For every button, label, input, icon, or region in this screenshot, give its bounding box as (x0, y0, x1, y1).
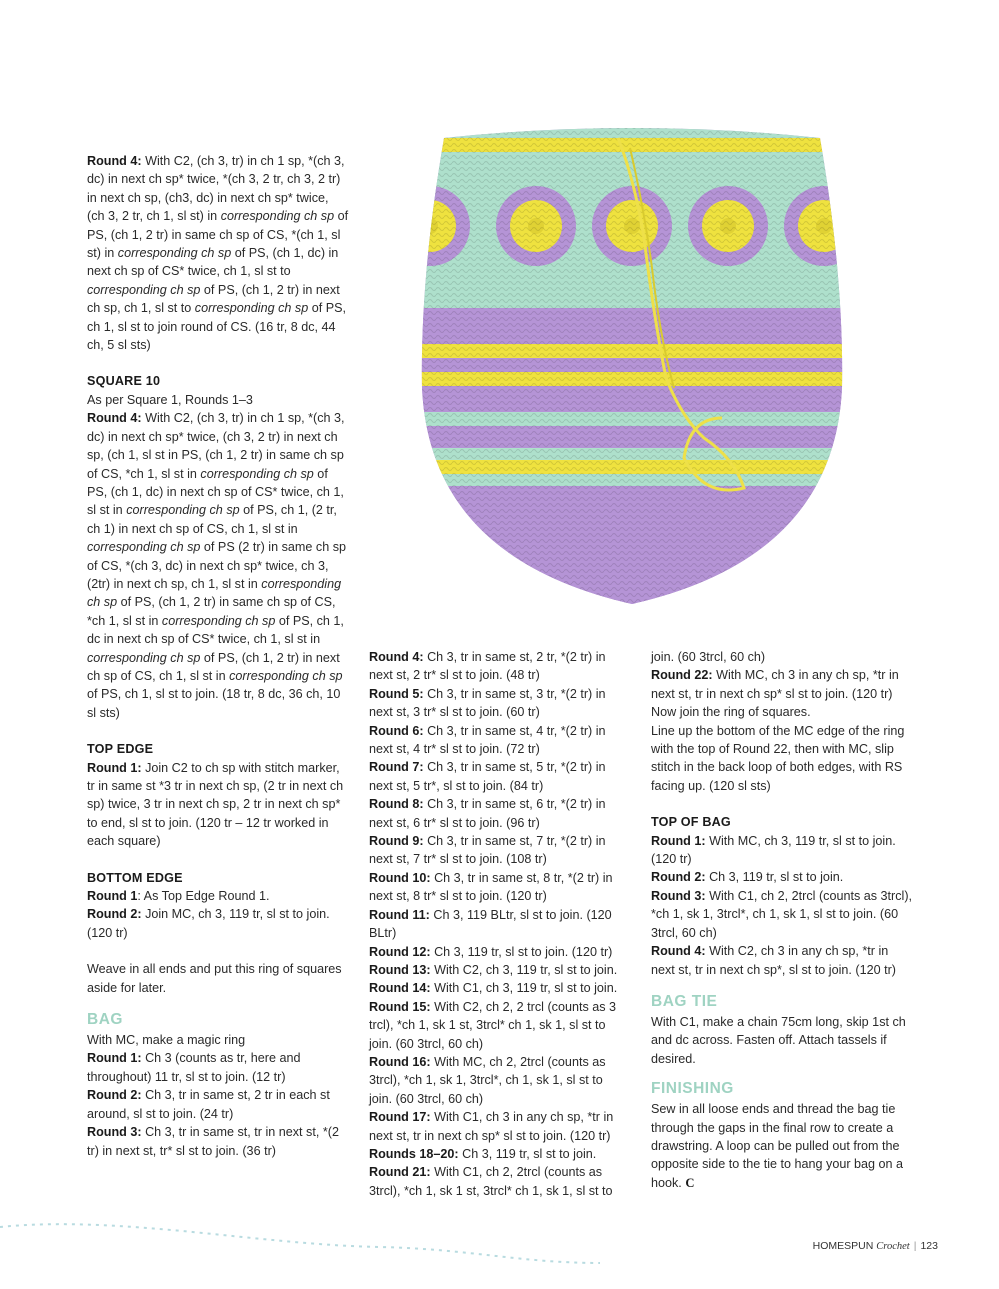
page-footer (813, 1237, 938, 1256)
body-text: With MC, ch 2, 2trcl (counts as 3trcl), *ch 1, sk 1, 3trcl*, ch 1, sk 1, sl st to join. (60 3trcl, 60 ch) (369, 1054, 606, 1106)
square9-round4 (87, 152, 349, 354)
body-text: With MC, ch 3, 119 tr, sl st to join. (120 tr) (651, 833, 896, 867)
round-label: Round 4: (651, 944, 706, 959)
body-text: Join MC, ch 3, 119 tr, sl st to join. (120 tr) (87, 907, 330, 940)
body-text: Ch 3, tr in same st, 5 tr, *(2 tr) in next st, 5 tr*, sl st to join. (84 tr) (369, 760, 606, 793)
finishing-text (651, 1100, 913, 1192)
body-text: Ch 3, 119 BLtr, sl st to join. (120 BLtr) (369, 907, 612, 941)
bottom-edge-round2 (87, 905, 349, 942)
body-text: With MC, ch 3 in any ch sp, *tr in next st, tr in next ch sp* sl st to join. (120 tr) (651, 668, 899, 701)
round-label: Round 13: (369, 962, 431, 977)
italic-text: corresponding ch sp (220, 209, 335, 224)
finishing-body: Sew in all loose ends and thread the bag tie through the gaps in the final row to create a drawstring. A loop can be pulled out from the opposite side to the tie to hang your bag on a hook. (651, 1102, 904, 1190)
bag-tie-heading: BAG TIE (651, 992, 718, 1010)
join-instructions: Line up the bottom of the MC edge of the ring with the top of Round 22, then with MC, slip stitch in the back loop of both edges, with RS facing up. (120 sl sts) (651, 723, 905, 793)
instruction-round (369, 648, 627, 685)
bag-round2 (87, 1086, 349, 1123)
round-label: Round 4: (87, 154, 142, 168)
top-of-bag-heading: TOP OF BAG (651, 815, 731, 830)
body-text: Ch 3, tr in same st, 6 tr, *(2 tr) in next st, 6 tr* sl st to join. (96 tr) (369, 797, 606, 830)
square10-intro: As per Square 1, Rounds 1–3 (87, 392, 253, 407)
footer-magazine: Crochet (876, 1241, 910, 1252)
bag-tie-text: With C1, make a chain 75cm long, skip 1st ch and dc across. Fasten off. Attach tassels if desired. (651, 1014, 906, 1066)
join-ring-text: Now join the ring of squares. (651, 705, 811, 720)
round-label: Round 16: (369, 1054, 431, 1069)
body-text: of PS, (ch 1, 2 tr) in next ch sp of CS, ch 1, sl st in (87, 650, 340, 683)
body-text: of PS (2 tr) in same ch sp of CS, *(ch 3, dc) in next ch sp* twice, ch 3, (2tr) in next ch sp, ch 1, sl st in (87, 540, 347, 591)
square10-heading: SQUARE 10 (87, 374, 161, 389)
body-text: With C1, ch 2, 2trcl (counts as 3trcl), *ch 1, sk 1 st, 3trcl* ch 1, sk 1, sl st to (369, 1165, 613, 1198)
middle-rounds (369, 648, 627, 1200)
body-text: Ch 3, tr in same st, 3 tr, *(2 tr) in next st, 3 tr* sl st to join. (60 tr) (369, 686, 606, 720)
left-column (87, 152, 349, 1160)
instruction-round (369, 832, 627, 869)
round-label: Round 5: (369, 686, 424, 701)
round22 (651, 666, 913, 703)
bottom-edge-round1 (87, 887, 349, 905)
crochet-bag-photo (404, 118, 860, 606)
italic-text: corresponding ch sp (126, 503, 240, 518)
italic-text: corresponding ch sp (161, 613, 276, 628)
bag-heading: BAG (87, 1011, 123, 1029)
page-number: 123 (920, 1240, 938, 1252)
italic-text: corresponding ch sp (87, 540, 201, 555)
top-edge-heading: TOP EDGE (87, 742, 154, 757)
italic-text: corresponding ch sp (117, 246, 232, 261)
round-label: Round 9: (369, 834, 424, 849)
round-label: Round 3: (651, 888, 706, 903)
body-text: With C2, ch 2, 2 trcl (counts as 3 trcl), *ch 1, sk 1 st, 3trcl* ch 1, sk 1, sl st to join. (60 3trcl, 60 ch) (369, 999, 617, 1051)
body-text: of PS, ch 1, sl st to join round of CS. (16 tr, 8 dc, 44 ch, 5 sl sts) (87, 301, 347, 353)
italic-text: corresponding ch sp (200, 466, 314, 481)
instruction-round (369, 722, 627, 759)
footer-separator: | (913, 1240, 917, 1252)
round-label: Round 1: (87, 760, 142, 775)
italic-text: corresponding ch sp (194, 301, 309, 316)
instruction-round (369, 1163, 627, 1200)
top-of-bag-rounds (651, 832, 913, 979)
round-label: Round 8: (369, 797, 424, 812)
instruction-round (369, 1053, 627, 1108)
body-text: With C1, ch 2, 2trcl (counts as 3trcl), *ch 1, sk 1, 3trcl*, ch 1, sk 1, sl st to join. (60 3trcl, 60 ch) (651, 888, 913, 940)
round-label: Rounds 18–20: (369, 1146, 459, 1161)
body-text: Ch 3, tr in same st, 8 tr, *(2 tr) in next st, 8 tr* sl st to join. (120 tr) (369, 870, 613, 904)
italic-text: corresponding ch sp (87, 576, 342, 610)
instruction-round (369, 869, 627, 906)
bag-round1 (87, 1049, 349, 1086)
round-label: Round 22: (651, 668, 713, 683)
top-edge-round1 (87, 759, 349, 851)
round-label: Round 11: (369, 907, 430, 922)
round-label: Round 2: (87, 1088, 142, 1103)
bottom-edge-heading: BOTTOM EDGE (87, 870, 183, 885)
body-text: With C2, (ch 3, tr) in ch 1 sp, *(ch 3, dc) in next ch sp* twice, *(ch 3, 2 tr, ch 3, 2 tr) in next ch sp, (ch3, dc) in next ch sp* twice, (ch 3, 2 tr, ch 1, sl st) in (87, 154, 345, 224)
body-text: Ch 3, tr in same st, 2 tr in each st around, sl st to join. (24 tr) (87, 1088, 330, 1121)
instruction-round (651, 887, 913, 942)
end-mark: C (685, 1175, 695, 1190)
round-label: Round 7: (369, 760, 424, 775)
body-text: of PS, (ch 1, dc) in next ch sp of CS* twice, ch 1, sl st in (87, 466, 344, 518)
body-text: Ch 3, 119 tr, sl st to join. (705, 870, 844, 885)
square10-round4 (87, 409, 349, 722)
body-text: of PS, ch 1, sl st to join. (18 tr, 8 dc, 36 ch, 10 sl sts) (87, 687, 341, 720)
body-text: Ch 3, tr in same st, 7 tr, *(2 tr) in next st, 7 tr* sl st to join. (108 tr) (369, 834, 606, 867)
instruction-round (369, 998, 627, 1053)
body-text: Ch 3, 119 tr, sl st to join. (120 tr) (430, 944, 613, 959)
round-label: Round 2: (651, 870, 706, 885)
body-text: Join C2 to ch sp with stitch marker, tr in same st *3 tr in next ch sp, (2 tr in next ch sp) twice, 3 tr in next ch sp, 2 tr in next ch sp* to end, sl st to join. (120 tr – 12 tr worked in each square) (87, 760, 344, 849)
round-label: Round 4: (369, 650, 424, 664)
round-label: Round 21: (369, 1165, 431, 1180)
body-text: With C1, ch 3 in any ch sp, *tr in next st, tr in next ch sp* sl st to join. (120 tr) (369, 1110, 614, 1143)
instruction-round (369, 906, 627, 943)
instruction-round (651, 942, 913, 979)
round-label: Round 1: (651, 833, 706, 848)
body-text: of PS, ch 1, (2 tr, ch 1) in next ch sp of CS, ch 1, sl st in (87, 503, 337, 536)
round-label: Round 1: (87, 1051, 142, 1066)
body-text: of PS, (ch 1, 2 tr) in next ch sp, ch 1, sl st to (87, 282, 340, 316)
body-text: With C2, (ch 3, tr) in ch 1 sp, *(ch 3, dc) in next ch sp* twice, (ch 3, 2 tr) in next ch sp, (ch 1, sl st in PS, (ch 1, 2 tr) in same ch sp of CS, *ch 1, sl st in (87, 411, 345, 481)
italic-text: corresponding ch sp (87, 650, 201, 665)
finishing-heading: FINISHING (651, 1080, 734, 1098)
instruction-round (369, 685, 627, 722)
instruction-round (369, 795, 627, 832)
footer-brand: HOMESPUN (812, 1240, 874, 1252)
body-text: With C1, ch 3, 119 tr, sl st to join. (430, 981, 618, 996)
round-label: Round 1 (87, 889, 138, 904)
round-label: Round 2: (87, 907, 142, 922)
instruction-round (369, 943, 627, 961)
round-label: Round 14: (369, 981, 431, 996)
instruction-round (369, 1108, 627, 1145)
instruction-round (369, 1145, 627, 1163)
body-text: Ch 3, 119 tr, sl st to join. (458, 1146, 597, 1161)
instruction-round (651, 868, 913, 886)
instruction-round (369, 961, 627, 979)
body-text: Ch 3, tr in same st, 2 tr, *(2 tr) in next st, 2 tr* sl st to join. (48 tr) (369, 650, 606, 683)
body-text: Ch 3, tr in same st, 4 tr, *(2 tr) in next st, 4 tr* sl st to join. (72 tr) (369, 723, 606, 757)
body-text: With C2, ch 3, 119 tr, sl st to join. (430, 962, 618, 977)
instruction-round (651, 832, 913, 869)
body-text: : As Top Edge Round 1. (137, 889, 270, 904)
round-label: Round 6: (369, 723, 424, 738)
round-label: Round 17: (369, 1110, 431, 1125)
instruction-round (369, 979, 627, 997)
body-text: With C2, ch 3 in any ch sp, *tr in next st, tr in next ch sp*, sl st to join. (120 tr) (651, 944, 896, 977)
round-label: Round 15: (369, 999, 431, 1014)
body-text: Ch 3, tr in same st, tr in next st, *(2 tr) in next st, tr* sl st to join. (36 tr) (87, 1125, 339, 1158)
body-text: of PS, (ch 1, dc) in next ch sp of CS* twice, ch 1, sl st to (87, 246, 339, 279)
weave-text: Weave in all ends and put this ring of squares aside for later. (87, 962, 342, 995)
bag-round3 (87, 1123, 349, 1160)
body-text: of PS, ch 1, dc in next ch sp of CS* twice, ch 1, sl st in (87, 613, 344, 647)
body-text: Ch 3 (counts as tr, here and throughout) 11 tr, sl st to join. (12 tr) (87, 1051, 301, 1084)
middle-column (369, 648, 627, 1200)
bag-intro: With MC, make a magic ring (87, 1033, 246, 1048)
body-text: of PS, (ch 1, 2 tr) in same ch sp of CS, *ch 1, sl st in (87, 595, 336, 628)
right-column (651, 648, 913, 1192)
round-label: Round 4: (87, 411, 142, 426)
round-label: Round 10: (369, 870, 431, 885)
round21-continued: join. (60 3trcl, 60 ch) (651, 650, 766, 664)
italic-text: corresponding ch sp (87, 282, 201, 297)
italic-text: corresponding ch sp (229, 668, 343, 683)
body-text: of PS, (ch 1, 2 tr) in same ch sp of CS, *(ch 1, sl st) in (87, 209, 349, 261)
round-label: Round 12: (369, 944, 431, 959)
instruction-round (369, 758, 627, 795)
round-label: Round 3: (87, 1125, 142, 1140)
